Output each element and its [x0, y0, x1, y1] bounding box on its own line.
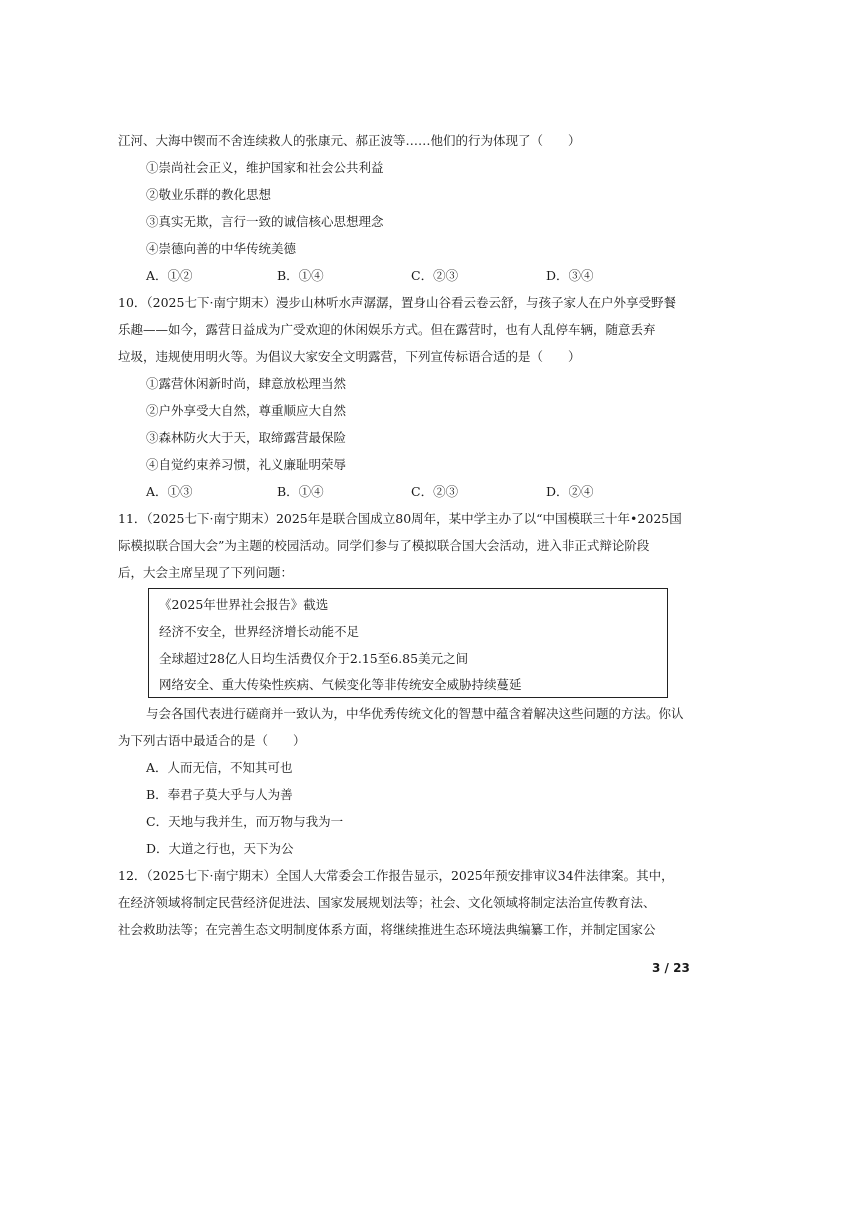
q10-choice-c: C．②③ — [411, 484, 459, 499]
q11-box-line-3: 网络安全、重大传染性疾病、气候变化等非传统安全威胁持续蔓延 — [159, 677, 522, 692]
q10-statement-2: ②户外享受大自然，尊重顺应大自然 — [146, 403, 347, 418]
page-number: 3 / 23 — [652, 961, 690, 975]
q10-choice-a: A．①③ — [146, 484, 193, 499]
q9-choice-a: A．①② — [146, 268, 193, 283]
q9-stem: 江河、大海中锲而不舍连续救人的张康元、郝正波等……他们的行为体现了（ ） — [118, 133, 581, 148]
q11-box-line-1: 经济不安全，世界经济增长动能不足 — [159, 624, 360, 639]
q10-stem-line-2: 乐趣——如今，露营日益成为广受欢迎的休闲娱乐方式。但在露营时，也有人乱停车辆，随意丢弃 — [118, 322, 656, 337]
q11-box-title: 《2025年世界社会报告》截选 — [159, 597, 329, 612]
q11-option-c: C．天地与我并生，而万物与我为一 — [146, 814, 344, 829]
q11-stem-line-3: 后，大会主席呈现了下列问题： — [118, 565, 294, 580]
q9-choice-d: D．③④ — [546, 268, 594, 283]
q11-option-b: B．奉君子莫大乎与人为善 — [146, 787, 293, 802]
q9-statement-4: ④崇德向善的中华传统美德 — [146, 241, 297, 256]
q9-statement-3: ③真实无欺，言行一致的诚信核心思想理念 — [146, 214, 384, 229]
q11-stem-line-1: 11．（2025七下·南宁期末）2025年是联合国成立80周年，某中学主办了以“中国模联三十年•2025国 — [118, 511, 682, 526]
q11-option-d: D．大道之行也，天下为公 — [146, 841, 294, 856]
q9-choice-b: B．①④ — [277, 268, 324, 283]
q11-option-a: A．人而无信，不知其可也 — [146, 760, 293, 775]
q9-statement-2: ②敬业乐群的教化思想 — [146, 187, 272, 202]
q12-stem-line-2: 在经济领域将制定民营经济促进法、国家发展规划法等；社会、文化领域将制定法治宣传教育法、 — [118, 895, 656, 910]
q10-statement-4: ④自觉约束养习惯，礼义廉耻明荣辱 — [146, 457, 347, 472]
q11-stem-line-2: 际模拟联合国大会”为主题的校园活动。同学们参与了模拟联合国大会活动，进入非正式辩论阶段 — [118, 538, 650, 553]
q10-choice-b: B．①④ — [277, 484, 324, 499]
q10-choice-d: D．②④ — [546, 484, 594, 499]
q10-stem-line-3: 垃圾，违规使用明火等。为倡议大家安全文明露营，下列宣传标语合适的是（ ） — [118, 349, 581, 364]
q11-after-line-1: 与会各国代表进行磋商并一致认为，中华优秀传统文化的智慧中蕴含着解决这些问题的方法。你认 — [146, 706, 684, 721]
q11-material-box — [148, 588, 668, 698]
q10-statement-1: ①露营休闲新时尚，肆意放松理当然 — [146, 376, 347, 391]
q12-stem-line-3: 社会救助法等；在完善生态文明制度体系方面，将继续推进生态环境法典编纂工作，并制定国家公 — [118, 922, 656, 937]
q9-choice-c: C．②③ — [411, 268, 459, 283]
q9-statement-1: ①崇尚社会正义，维护国家和社会公共利益 — [146, 160, 384, 175]
q11-after-line-2: 为下列古语中最适合的是（ ） — [118, 733, 306, 748]
q11-box-line-2: 全球超过28亿人日均生活费仅介于2.15至6.85美元之间 — [159, 651, 469, 666]
q10-stem-line-1: 10．（2025七下·南宁期末）漫步山林听水声潺潺，置身山谷看云卷云舒，与孩子家人在户外享受野餐 — [118, 295, 676, 310]
q10-statement-3: ③森林防火大于天，取缔露营最保险 — [146, 430, 347, 445]
q12-stem-line-1: 12．（2025七下·南宁期末）全国人大常委会工作报告显示，2025年预安排审议34件法律案。其中， — [118, 868, 674, 883]
